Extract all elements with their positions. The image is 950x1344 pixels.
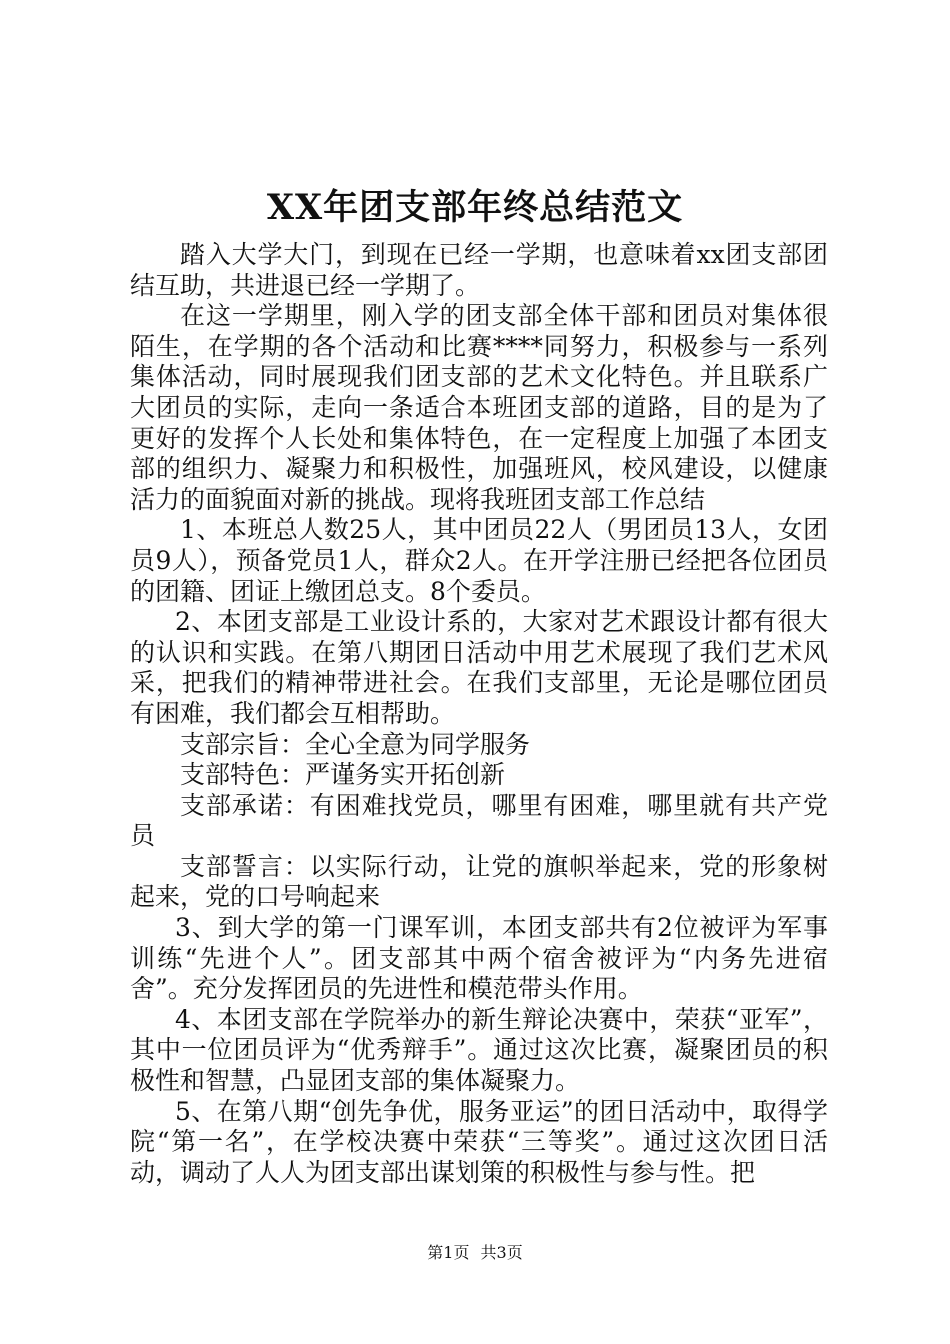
page-footer: [0, 1243, 950, 1263]
page-number: 第1页: [427, 1243, 470, 1262]
paragraph-item-4: 4、本团支部在学院举办的新生辩论决赛中，荣获“亚军”，其中一位团员评为“优秀辩手”。通过这次比赛，凝聚团员的积极性和智慧，凸显团支部的集体凝聚力。: [130, 1004, 828, 1096]
paragraph-feature: 支部特色：严谨务实开拓创新: [180, 760, 506, 790]
paragraph-overview: 在这一学期里，刚入学的团支部全体干部和团员对集体很陌生，在学期的各个活动和比赛****同努力，积极参与一系列集体活动，同时展现我们团支部的艺术文化特色。并且联系广大团员的实际，走向一条适合本班团支部的道路，目的是为了更好的发挥个人长处和集体特色，在一定程度上加强了本团支部的组织力、凝聚力和积极性，加强班风，校风建设，以健康活力的面貌面对新的挑战。现将我班团支部工作总结: [130, 301, 828, 514]
paragraph-promise: 支部承诺：有困难找党员，哪里有困难，哪里就有共产党员: [130, 790, 828, 851]
document-body: [130, 240, 828, 1188]
paragraph-purpose: 支部宗旨：全心全意为同学服务: [180, 729, 531, 759]
paragraph-item-1: 1、本班总人数25人，其中团员22人（男团员13人，女团员9人），预备党员1人，群众2人。在开学注册已经把各位团员的团籍、团证上缴团总支。8个委员。: [130, 515, 828, 606]
paragraph-oath: 支部誓言：以实际行动，让党的旗帜举起来，党的形象树起来，党的口号响起来: [130, 851, 828, 912]
paragraph-item-5: 5、在第八期“创先争优，服务亚运”的团日活动中，取得学院“第一名”，在学校决赛中荣获“三等奖”。通过这次团日活动，调动了人人为团支部出谋划策的积极性与参与性。把: [130, 1096, 828, 1187]
paragraph-item-3: 3、到大学的第一门课军训，本团支部共有2位被评为军事训练“先进个人”。团支部其中两个宿舍被评为“内务先进宿舍”。充分发挥团员的先进性和模范带头作用。: [130, 913, 828, 1004]
page-total: 共3页: [480, 1243, 523, 1262]
paragraph-item-2: 2、本团支部是工业设计系的，大家对艺术跟设计都有很大的认识和实践。在第八期团日活动中用艺术展现了我们艺术风采，把我们的精神带进社会。在我们支部里，无论是哪位团员有困难，我们都会互相帮助。: [130, 607, 828, 728]
document-title: XX年团支部年终总结范文: [266, 187, 684, 228]
paragraph-intro: 踏入大学大门，到现在已经一学期，也意味着xx团支部团结互助，共进退已经一学期了。: [130, 240, 828, 300]
